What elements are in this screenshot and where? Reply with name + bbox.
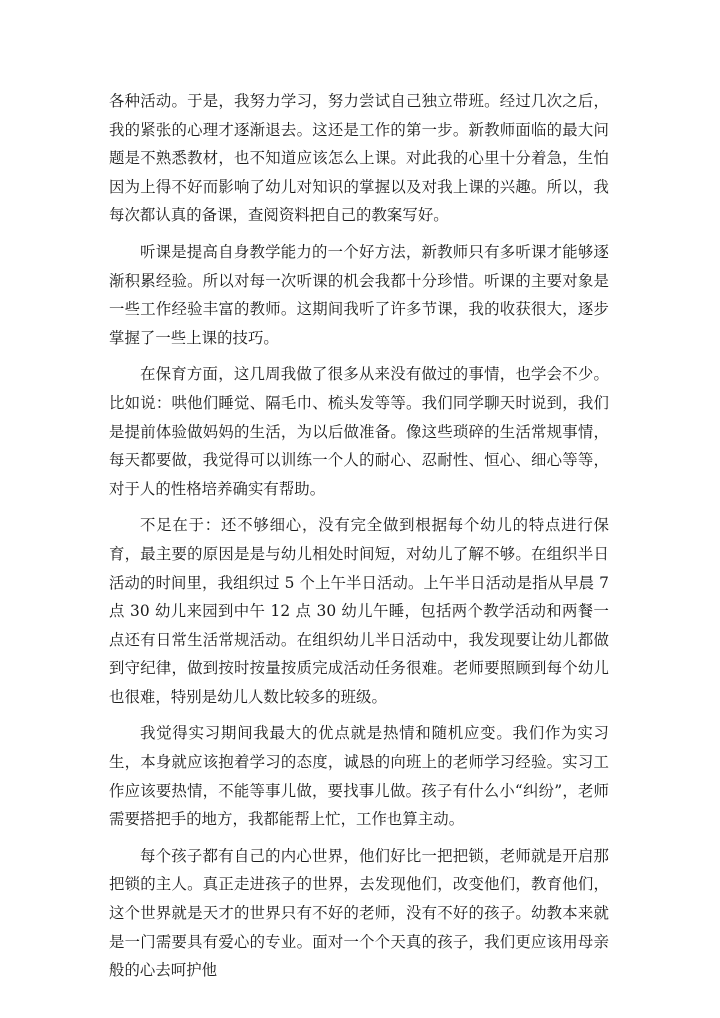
paragraph-strengths: 我觉得实习期间我最大的优点就是热情和随机应变。我们作为实习生，本身就应该抱着学习的态度，诚恳的向班上的老师学习经验。实习工作应该要热情，不能等事儿做，要找事儿做。孩子有什么小“纠纷”，老师需要搭把手的地方，我都能帮上忙，工作也算主动。 bbox=[109, 724, 609, 829]
paragraph-childrens-inner-world: 每个孩子都有自己的内心世界，他们好比一把把锁，老师就是开启那把锁的主人。真正走进孩子的世界，去发现他们，改变他们，教育他们，这个世界就是天才的世界只有不好的老师，没有不好的孩子。幼教本来就是一门需要具有爱心的专业。面对一个个天真的孩子，我们更应该用母亲般的心去呵护他 bbox=[109, 846, 609, 980]
paragraph-activities-and-lesson-prep: 各种活动。于是，我努力学习，努力尝试自己独立带班。经过几次之后，我的紧张的心理才逐渐退去。这还是工作的第一步。新教师面临的最大问题是不熟悉教材，也不知道应该怎么上课。对此我的心里十分着急，生怕因为上得不好而影响了幼儿对知识的掌握以及对我上课的兴趣。所以，我每次都认真的备课，查阅资料把自己的教案写好。 bbox=[109, 92, 609, 225]
document-body bbox=[109, 87, 609, 993]
paragraph-observing-lessons: 听课是提高自身教学能力的一个好方法，新教师只有多听课才能够逐渐积累经验。所以对每一次听课的机会我都十分珍惜。听课的主要对象是一些工作经验丰富的教师。这期间我听了许多节课，我的收获很大，逐步掌握了一些上课的技巧。 bbox=[109, 242, 609, 347]
paragraph-shortcomings: 不足在于：还不够细心，没有完全做到根据每个幼儿的特点进行保育，最主要的原因是是与幼儿相处时间短，对幼儿了解不够。在组织半日活动的时间里，我组织过 5 个上午半日活动。上午半日活动是指从早晨 7 点 30 幼儿来园到中午 12 点 30 幼儿午睡，包括两个教学活动和两餐一点还有日常生活常规活动。在组织幼儿半日活动中，我发现要让幼儿都做到守纪律，做到按时按量按质完成活动任务很难。老师要照顾到每个幼儿也很难，特别是幼儿人数比较多的班级。 bbox=[109, 516, 609, 706]
paragraph-childcare: 在保育方面，这几周我做了很多从来没有做过的事情，也学会不少。比如说：哄他们睡觉、隔毛巾、梳头发等等。我们同学聊天时说到，我们是提前体验做妈妈的生活，为以后做准备。像这些琐碎的生活常规事情，每天都要做，我觉得可以训练一个人的耐心、忍耐性、恒心、细心等等，对于人的性格培养确实有帮助。 bbox=[109, 365, 609, 498]
